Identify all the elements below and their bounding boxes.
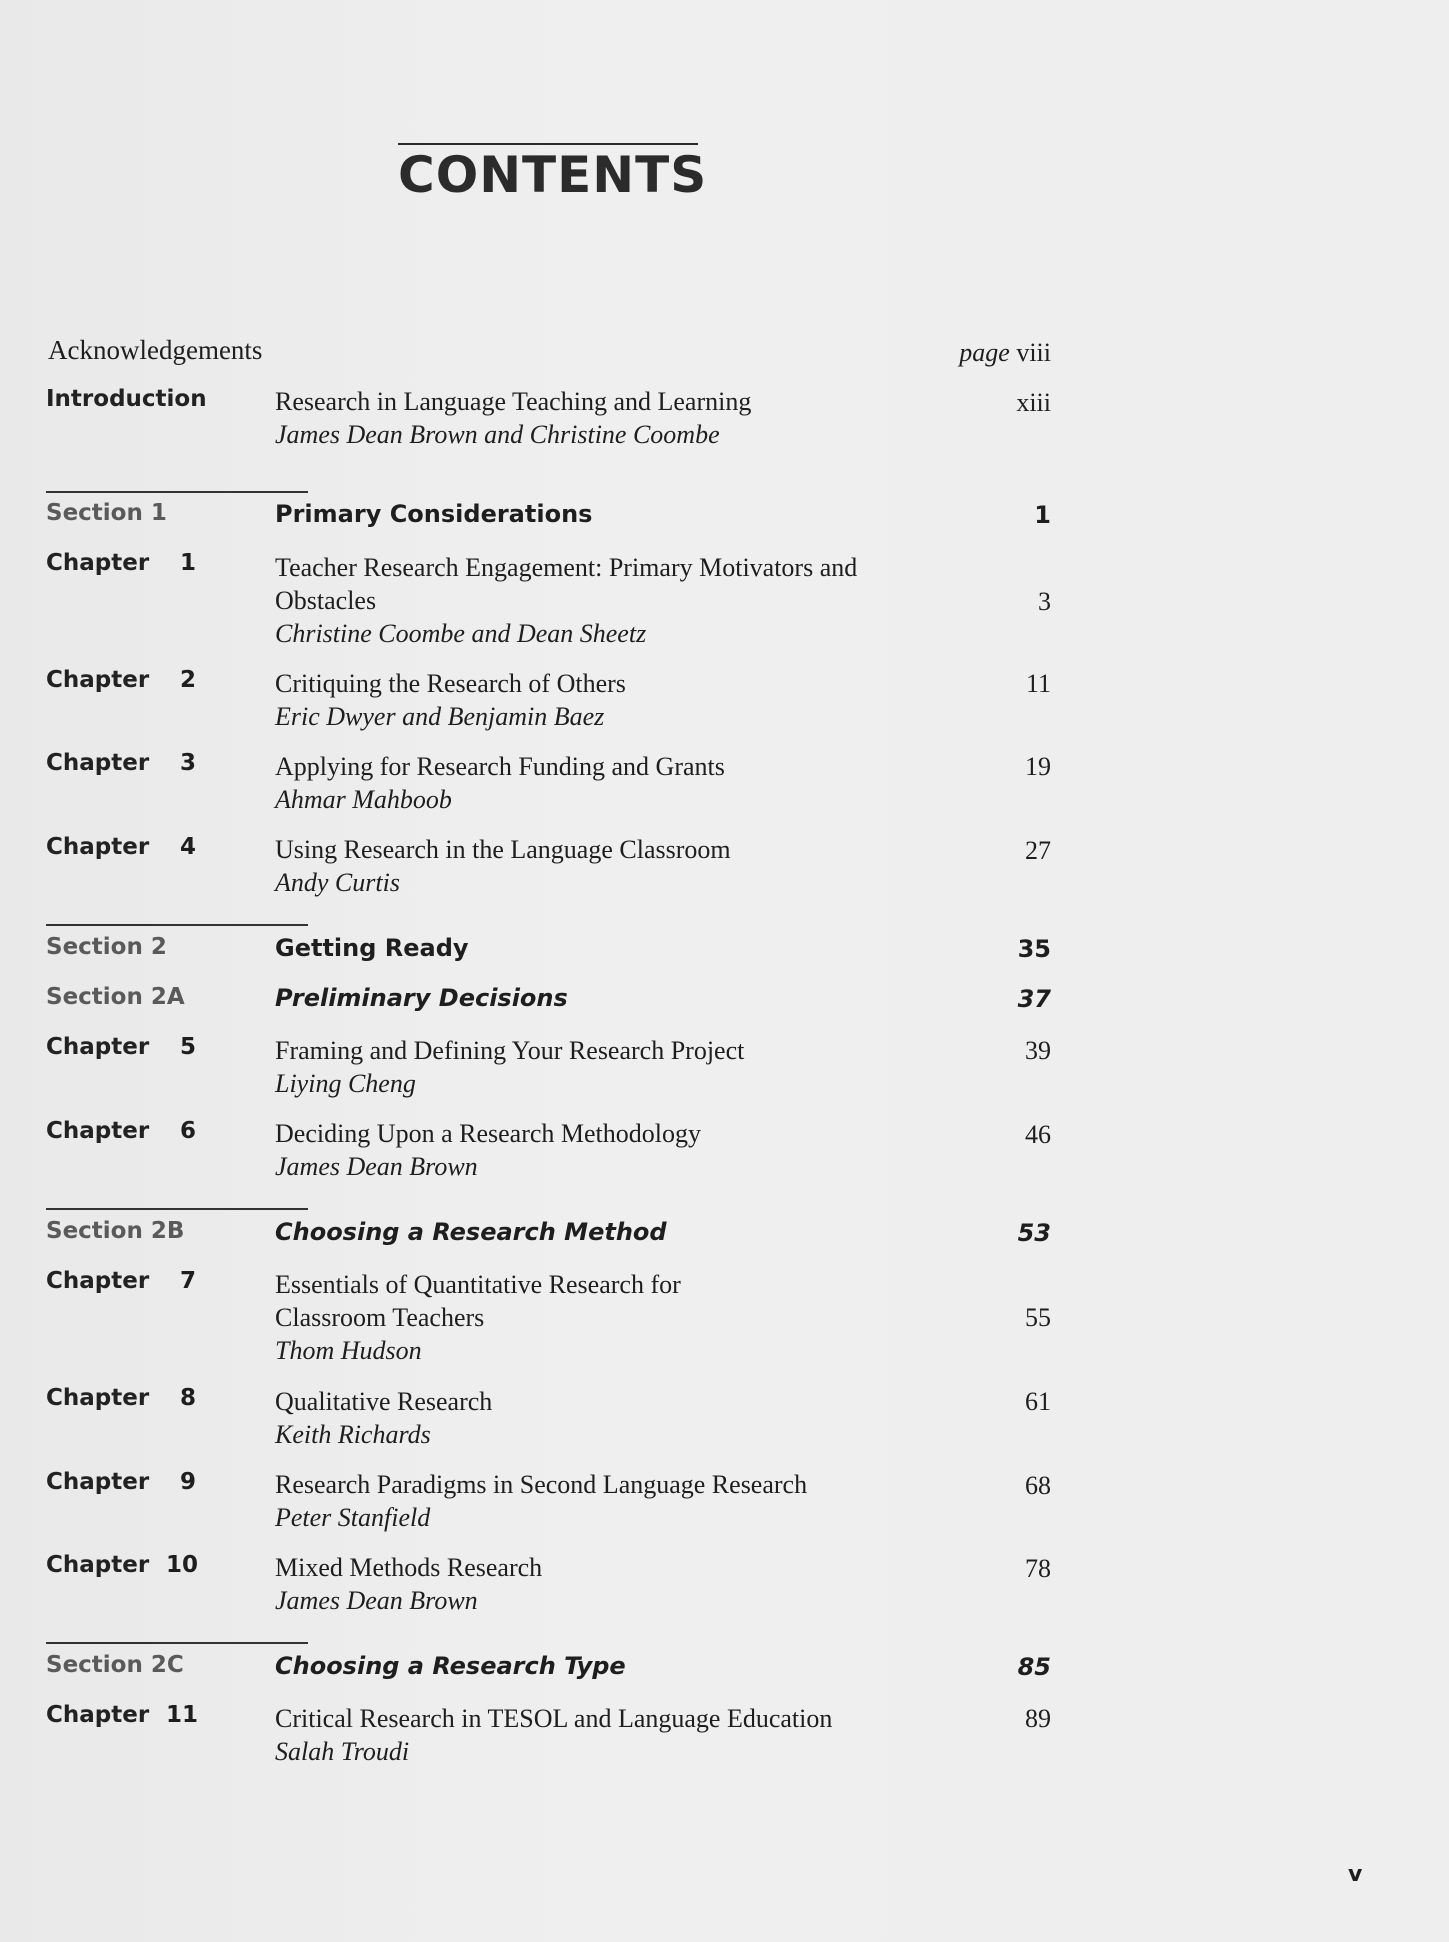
- chapter-9-entry: [275, 1468, 875, 1534]
- chapter-label: Chapter: [46, 1702, 150, 1728]
- chapter-6-authors: James Dean Brown: [275, 1152, 478, 1181]
- title-rule: [398, 143, 698, 145]
- acknowledgements-page: [959, 338, 1051, 368]
- section-2-page: 35: [1017, 935, 1051, 963]
- chapter-3-authors: Ahmar Mahboob: [275, 785, 452, 814]
- chapter-label: Chapter: [46, 550, 150, 576]
- chapter-label: Chapter: [46, 667, 150, 693]
- chapter-number: 4: [179, 834, 196, 860]
- section-2-title: Getting Ready: [275, 934, 469, 962]
- section-1-page: 1: [1034, 501, 1051, 529]
- chapter-label: Chapter: [46, 834, 150, 860]
- section-2b-label: Section 2B: [46, 1218, 185, 1244]
- chapter-2-page: 11: [1025, 669, 1051, 698]
- chapter-number: 1: [179, 550, 196, 576]
- chapter-label: Chapter: [46, 750, 150, 776]
- chapter-label: Chapter: [46, 1552, 150, 1578]
- section-2b-page: 53: [1017, 1219, 1051, 1247]
- chapter-number: 9: [179, 1469, 196, 1495]
- chapter-label: Chapter: [46, 1469, 150, 1495]
- introduction-title: Research in Language Teaching and Learning: [275, 387, 752, 416]
- section-rule: [46, 491, 308, 493]
- chapter-5-title: Framing and Defining Your Research Project: [275, 1036, 745, 1065]
- chapter-7-title: Essentials of Quantitative Research for Classroom Teachers: [275, 1270, 681, 1332]
- chapter-label: Chapter: [46, 1118, 150, 1144]
- chapter-4-page: 27: [1025, 836, 1051, 865]
- chapter-11-entry: [275, 1702, 875, 1768]
- section-2a-label: Section 2A: [46, 984, 185, 1010]
- chapter-2-entry: [275, 667, 875, 733]
- chapter-11-authors: Salah Troudi: [275, 1737, 410, 1766]
- chapter-9-title: Research Paradigms in Second Language Research: [275, 1470, 808, 1499]
- chapter-10-entry: [275, 1551, 875, 1617]
- chapter-8-page: 61: [1025, 1387, 1051, 1416]
- chapter-8-title: Qualitative Research: [275, 1387, 493, 1416]
- section-2c-title: Choosing a Research Type: [275, 1652, 626, 1680]
- chapter-number: 8: [179, 1385, 196, 1411]
- chapter-9-authors: Peter Stanfield: [275, 1503, 431, 1532]
- section-rule: [46, 924, 308, 926]
- chapter-1-title: Teacher Research Engagement: Primary Motivators and Obstacles: [275, 553, 858, 615]
- chapter-1-authors: Christine Coombe and Dean Sheetz: [275, 619, 647, 648]
- chapter-6-entry: [275, 1117, 875, 1183]
- section-2c-page: 85: [1017, 1653, 1051, 1681]
- section-2a-title: Preliminary Decisions: [275, 984, 568, 1012]
- section-1-title: Primary Considerations: [275, 500, 593, 528]
- chapter-number: 3: [179, 750, 196, 776]
- introduction-authors: James Dean Brown and Christine Coombe: [275, 420, 720, 449]
- page-title: CONTENTS: [398, 146, 708, 204]
- chapter-11-page: 89: [1025, 1704, 1051, 1733]
- introduction-entry: [275, 385, 875, 451]
- introduction-label: Introduction: [46, 386, 207, 412]
- section-2c-label: Section 2C: [46, 1652, 184, 1678]
- chapter-3-title: Applying for Research Funding and Grants: [275, 752, 725, 781]
- chapter-2-authors: Eric Dwyer and Benjamin Baez: [275, 702, 605, 731]
- chapter-10-page: 78: [1025, 1554, 1051, 1583]
- section-rule: [46, 1208, 308, 1210]
- acknowledgements-label: Acknowledgements: [48, 335, 263, 365]
- introduction-page: xiii: [1016, 388, 1051, 417]
- chapter-number: 10: [166, 1552, 199, 1578]
- acknowledgements-page-number: viii: [1016, 338, 1051, 367]
- chapter-label: Chapter: [46, 1385, 150, 1411]
- chapter-10-authors: James Dean Brown: [275, 1586, 478, 1615]
- section-rule: [46, 1642, 308, 1644]
- chapter-10-title: Mixed Methods Research: [275, 1553, 543, 1582]
- chapter-7-authors: Thom Hudson: [275, 1336, 422, 1365]
- chapter-number: 2: [179, 667, 196, 693]
- chapter-5-page: 39: [1025, 1036, 1051, 1065]
- chapter-2-title: Critiquing the Research of Others: [275, 669, 626, 698]
- chapter-8-entry: [275, 1385, 875, 1451]
- chapter-5-entry: [275, 1034, 875, 1100]
- chapter-11-title: Critical Research in TESOL and Language Education: [275, 1704, 833, 1733]
- page-prefix: page: [959, 338, 1010, 367]
- section-1-label: Section 1: [46, 500, 167, 526]
- chapter-4-title: Using Research in the Language Classroom: [275, 835, 731, 864]
- chapter-4-authors: Andy Curtis: [275, 868, 400, 897]
- chapter-label: Chapter: [46, 1034, 150, 1060]
- chapter-7-page: 55: [1025, 1303, 1051, 1332]
- chapter-3-page: 19: [1025, 752, 1051, 781]
- section-2a-page: 37: [1017, 985, 1051, 1013]
- chapter-number: 7: [179, 1268, 196, 1294]
- chapter-7-entry: [275, 1268, 725, 1367]
- chapter-5-authors: Liying Cheng: [275, 1069, 416, 1098]
- chapter-number: 5: [179, 1034, 196, 1060]
- chapter-6-title: Deciding Upon a Research Methodology: [275, 1119, 702, 1148]
- chapter-number: 6: [179, 1118, 196, 1144]
- chapter-9-page: 68: [1025, 1471, 1051, 1500]
- section-2b-title: Choosing a Research Method: [275, 1218, 667, 1246]
- section-2-label: Section 2: [46, 934, 167, 960]
- chapter-1-entry: [275, 551, 875, 650]
- chapter-4-entry: [275, 833, 875, 899]
- chapter-1-page: 3: [1038, 587, 1051, 616]
- chapter-label: Chapter: [46, 1268, 150, 1294]
- page-number: v: [1348, 1862, 1363, 1887]
- chapter-3-entry: [275, 750, 875, 816]
- chapter-number: 11: [166, 1702, 199, 1728]
- chapter-8-authors: Keith Richards: [275, 1420, 431, 1449]
- chapter-6-page: 46: [1025, 1120, 1051, 1149]
